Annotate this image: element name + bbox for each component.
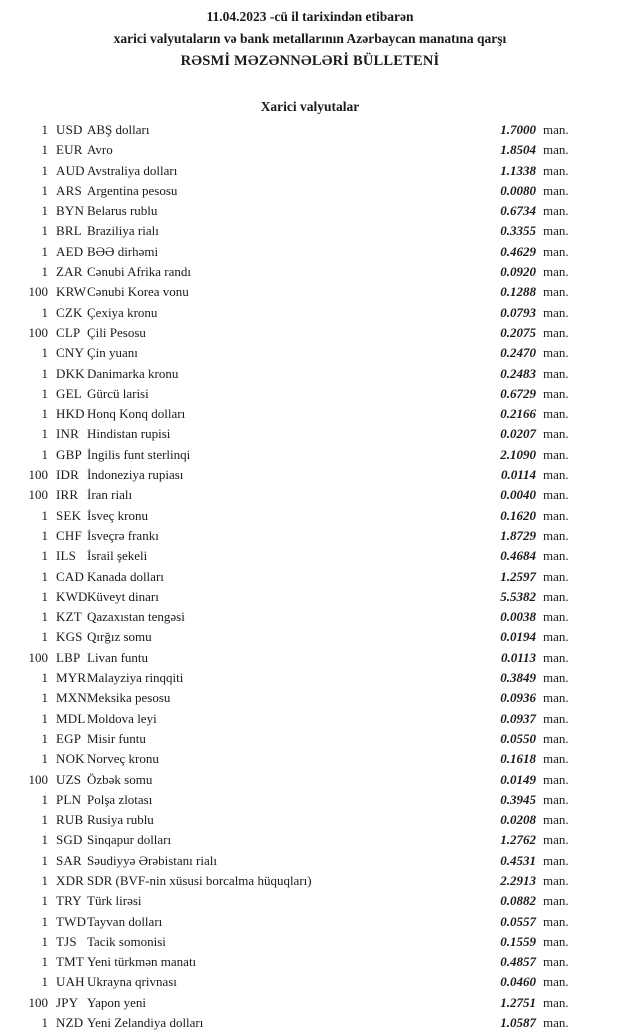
row-rate: 0.0936 [500, 690, 536, 706]
row-currency-name: İsrail şekeli [87, 548, 148, 564]
row-quantity: 1 [41, 913, 48, 929]
rate-row [0, 688, 620, 708]
row-quantity: 1 [41, 365, 48, 381]
row-unit: man. [543, 426, 569, 442]
row-rate: 1.1338 [500, 162, 536, 178]
row-currency-code: TJS [56, 933, 77, 949]
row-quantity: 100 [28, 994, 48, 1010]
row-currency-code: CHF [56, 527, 82, 543]
row-currency-code: MYR [56, 670, 87, 686]
row-quantity: 1 [41, 223, 48, 239]
row-rate: 2.1090 [500, 446, 536, 462]
row-currency-code: KZT [56, 609, 82, 625]
row-rate: 0.0038 [500, 609, 536, 625]
rate-row [0, 587, 620, 607]
rate-row [0, 506, 620, 526]
row-unit: man. [543, 142, 569, 158]
row-rate: 0.2075 [500, 324, 536, 340]
row-rate: 0.4857 [500, 954, 536, 970]
row-currency-name: Çin yuanı [87, 345, 138, 361]
rate-row [0, 871, 620, 891]
row-currency-name: Danimarka kronu [87, 365, 179, 381]
rate-row [0, 709, 620, 729]
row-rate: 0.4684 [500, 548, 536, 564]
row-quantity: 100 [28, 284, 48, 300]
rate-row [0, 790, 620, 810]
row-quantity: 1 [41, 690, 48, 706]
row-quantity: 1 [41, 670, 48, 686]
rate-row [0, 181, 620, 201]
row-currency-code: UZS [56, 771, 82, 787]
row-quantity: 1 [41, 954, 48, 970]
row-currency-name: Cənubi Korea vonu [87, 284, 189, 300]
row-quantity: 100 [28, 487, 48, 503]
rate-row [0, 648, 620, 668]
row-currency-name: Honq Konq dolları [87, 406, 186, 422]
row-rate: 0.0937 [500, 710, 536, 726]
row-unit: man. [543, 852, 569, 868]
row-unit: man. [543, 670, 569, 686]
row-currency-name: Yeni türkmən manatı [87, 954, 197, 970]
row-unit: man. [543, 730, 569, 746]
row-currency-code: EUR [56, 142, 83, 158]
row-quantity: 1 [41, 812, 48, 828]
row-quantity: 1 [41, 182, 48, 198]
row-currency-code: ZAR [56, 264, 83, 280]
row-unit: man. [543, 812, 569, 828]
row-quantity: 1 [41, 264, 48, 280]
row-currency-name: İndoneziya rupiası [87, 467, 184, 483]
row-rate: 0.0040 [500, 487, 536, 503]
row-unit: man. [543, 649, 569, 665]
row-currency-name: Ukrayna qrivnası [87, 974, 177, 990]
row-currency-code: TRY [56, 893, 82, 909]
row-currency-code: JPY [56, 994, 79, 1010]
rate-row [0, 972, 620, 992]
row-unit: man. [543, 609, 569, 625]
row-quantity: 1 [41, 142, 48, 158]
row-currency-name: Cənubi Afrika randı [87, 264, 191, 280]
row-currency-name: Avstraliya dolları [87, 162, 178, 178]
rate-row [0, 546, 620, 566]
row-unit: man. [543, 588, 569, 604]
row-currency-name: Tacik somonisi [87, 933, 166, 949]
rate-row [0, 912, 620, 932]
rate-row [0, 282, 620, 302]
row-currency-name: Səudiyyə Ərəbistanı rialı [87, 852, 217, 868]
row-rate: 0.0557 [500, 913, 536, 929]
row-currency-name: İran rialı [87, 487, 133, 503]
row-currency-name: SDR (BVF-nin xüsusi borcalma hüquqları) [87, 872, 312, 888]
row-currency-code: KWD [56, 588, 88, 604]
row-rate: 1.2597 [500, 568, 536, 584]
row-unit: man. [543, 1015, 569, 1031]
row-unit: man. [543, 385, 569, 401]
rate-row [0, 404, 620, 424]
row-quantity: 1 [41, 588, 48, 604]
row-currency-name: Özbək somu [87, 771, 153, 787]
row-unit: man. [543, 933, 569, 949]
row-unit: man. [543, 629, 569, 645]
row-unit: man. [543, 751, 569, 767]
row-rate: 1.8504 [500, 142, 536, 158]
rate-row [0, 729, 620, 749]
row-currency-code: BRL [56, 223, 82, 239]
rate-row [0, 932, 620, 952]
row-rate: 0.0882 [500, 893, 536, 909]
row-quantity: 1 [41, 852, 48, 868]
row-quantity: 1 [41, 385, 48, 401]
row-rate: 0.1559 [500, 933, 536, 949]
row-currency-code: XDR [56, 872, 85, 888]
row-rate: 0.3945 [500, 791, 536, 807]
rate-row [0, 891, 620, 911]
row-currency-name: ABŞ dolları [87, 122, 150, 137]
row-quantity: 1 [41, 832, 48, 848]
row-currency-name: Gürcü larisi [87, 385, 149, 401]
row-currency-name: Rusiya rublu [87, 812, 154, 828]
row-quantity: 1 [41, 872, 48, 888]
row-quantity: 100 [28, 649, 48, 665]
rate-row [0, 1013, 620, 1033]
row-unit: man. [543, 203, 569, 219]
row-quantity: 100 [28, 771, 48, 787]
row-unit: man. [543, 994, 569, 1010]
row-unit: man. [543, 467, 569, 483]
row-currency-code: KGS [56, 629, 83, 645]
row-currency-name: Livan funtu [87, 649, 149, 665]
row-currency-code: GEL [56, 385, 82, 401]
row-unit: man. [543, 446, 569, 462]
row-unit: man. [543, 771, 569, 787]
row-currency-name: Qazaxıstan tengəsi [87, 609, 185, 625]
rate-row [0, 627, 620, 647]
row-rate: 0.0114 [500, 467, 536, 483]
row-rate: 0.0207 [500, 426, 536, 442]
row-rate: 0.2483 [500, 365, 536, 381]
row-currency-code: CZK [56, 304, 83, 320]
row-quantity: 1 [41, 304, 48, 320]
row-currency-name: Kanada dolları [87, 568, 164, 584]
bulletin-date-line: 11.04.2023 -cü il tarixindən etibarən [206, 9, 414, 24]
row-rate: 0.6729 [500, 385, 536, 401]
row-rate: 0.0460 [500, 974, 536, 990]
rate-row [0, 567, 620, 587]
rate-row [0, 526, 620, 546]
row-currency-code: CAD [56, 568, 85, 584]
row-currency-code: SEK [56, 507, 82, 523]
row-unit: man. [543, 954, 569, 970]
row-rate: 0.0149 [500, 771, 536, 787]
row-quantity: 1 [41, 568, 48, 584]
rate-row [0, 485, 620, 505]
row-unit: man. [543, 406, 569, 422]
row-rate: 1.8729 [500, 527, 536, 543]
row-currency-name: BƏƏ dirhəmi [87, 243, 159, 259]
row-rate: 0.0920 [500, 264, 536, 280]
row-rate: 0.2470 [500, 345, 536, 361]
row-currency-name: Hindistan rupisi [87, 426, 171, 442]
rate-row [0, 851, 620, 871]
row-currency-code: GBP [56, 446, 82, 462]
row-currency-name: Sinqapur dolları [87, 832, 172, 848]
row-rate: 0.0080 [500, 182, 536, 198]
row-unit: man. [543, 791, 569, 807]
bulletin-subtitle: xarici valyutaların və bank metallarının Azərbaycan manatına qarşı [113, 31, 507, 46]
row-currency-name: Çili Pesosu [87, 324, 146, 340]
row-quantity: 1 [41, 548, 48, 564]
row-unit: man. [543, 365, 569, 381]
row-currency-name: Çexiya kronu [87, 304, 158, 320]
row-currency-code: HKD [56, 406, 85, 422]
row-currency-code: KRW [56, 284, 87, 300]
rate-row [0, 343, 620, 363]
row-currency-code: NOK [56, 751, 85, 767]
row-rate: 0.1288 [500, 284, 536, 300]
row-currency-name: Küveyt dinarı [87, 588, 159, 604]
row-unit: man. [543, 324, 569, 340]
row-currency-code: TWD [56, 913, 87, 929]
row-currency-name: Argentina pesosu [87, 182, 178, 198]
row-quantity: 1 [41, 203, 48, 219]
rate-row [0, 770, 620, 790]
row-unit: man. [543, 974, 569, 990]
row-rate: 0.6734 [500, 203, 536, 219]
rate-row [0, 810, 620, 830]
row-currency-name: İsveç kronu [87, 507, 149, 523]
rate-row [0, 384, 620, 404]
row-currency-code: NZD [56, 1015, 84, 1031]
row-currency-name: Yeni Zelandiya dolları [87, 1015, 204, 1031]
row-unit: man. [543, 122, 569, 137]
row-currency-name: Moldova leyi [87, 710, 157, 726]
row-unit: man. [543, 893, 569, 909]
row-rate: 0.0194 [500, 629, 536, 645]
row-currency-name: Meksika pesosu [87, 690, 171, 706]
row-quantity: 1 [41, 162, 48, 178]
row-rate: 0.0550 [500, 730, 536, 746]
row-quantity: 1 [41, 122, 48, 137]
row-rate: 0.0113 [500, 649, 536, 665]
row-quantity: 1 [41, 609, 48, 625]
rate-row [0, 242, 620, 262]
row-quantity: 1 [41, 791, 48, 807]
row-currency-name: Avro [87, 142, 113, 158]
row-currency-name: Malayziya rinqqiti [87, 670, 184, 686]
rate-row [0, 161, 620, 181]
row-quantity: 1 [41, 1015, 48, 1031]
row-rate: 1.7000 [500, 122, 536, 137]
row-quantity: 1 [41, 730, 48, 746]
row-unit: man. [543, 304, 569, 320]
row-rate: 0.0208 [500, 812, 536, 828]
row-currency-name: Belarus rublu [87, 203, 158, 219]
row-currency-name: Tayvan dolları [87, 913, 163, 929]
row-currency-code: SGD [56, 832, 83, 848]
row-unit: man. [543, 284, 569, 300]
row-quantity: 100 [28, 324, 48, 340]
row-quantity: 1 [41, 710, 48, 726]
row-currency-code: AUD [56, 162, 85, 178]
row-rate: 0.4629 [500, 243, 536, 259]
row-rate: 0.4531 [500, 852, 536, 868]
row-currency-code: DKK [56, 365, 85, 381]
rate-row [0, 830, 620, 850]
rate-row [0, 201, 620, 221]
rate-row [0, 445, 620, 465]
rate-row [0, 465, 620, 485]
row-unit: man. [543, 223, 569, 239]
row-unit: man. [543, 527, 569, 543]
rate-row [0, 303, 620, 323]
rate-row [0, 952, 620, 972]
bulletin-title: RƏSMİ MƏZƏNNƏLƏRİ BÜLLETENİ [180, 53, 440, 69]
row-quantity: 1 [41, 974, 48, 990]
row-rate: 2.2913 [500, 872, 536, 888]
row-currency-name: İngilis funt sterlinqi [87, 446, 191, 462]
row-rate: 1.2751 [500, 994, 536, 1010]
row-unit: man. [543, 345, 569, 361]
row-currency-code: MDL [56, 710, 86, 726]
row-unit: man. [543, 487, 569, 503]
row-currency-code: RUB [56, 812, 84, 828]
row-unit: man. [543, 690, 569, 706]
row-currency-code: MXN [56, 690, 87, 706]
row-rate: 0.3355 [500, 223, 536, 239]
bulletin-header [0, 0, 620, 73]
row-quantity: 1 [41, 507, 48, 523]
row-quantity: 1 [41, 406, 48, 422]
row-unit: man. [543, 507, 569, 523]
row-currency-name: Qırğız somu [87, 629, 152, 645]
row-currency-code: INR [56, 426, 79, 442]
row-currency-name: Polşa zlotası [87, 791, 153, 807]
row-quantity: 100 [28, 467, 48, 483]
row-currency-code: BYN [56, 203, 85, 219]
row-currency-code: USD [56, 122, 83, 137]
rate-row [0, 262, 620, 282]
row-currency-code: EGP [56, 730, 82, 746]
row-rate: 5.5382 [500, 588, 536, 604]
row-quantity: 1 [41, 527, 48, 543]
rate-row [0, 221, 620, 241]
row-unit: man. [543, 548, 569, 564]
row-currency-code: SAR [56, 852, 82, 868]
row-quantity: 1 [41, 426, 48, 442]
rate-row [0, 607, 620, 627]
section-title: Xarici valyutalar [260, 99, 360, 114]
rates-table [0, 120, 620, 1033]
rate-row [0, 749, 620, 769]
row-currency-code: ARS [56, 182, 82, 198]
row-unit: man. [543, 162, 569, 178]
row-currency-code: ILS [56, 548, 77, 564]
row-quantity: 1 [41, 629, 48, 645]
row-rate: 0.1618 [500, 751, 536, 767]
row-currency-code: IDR [56, 467, 79, 483]
row-quantity: 1 [41, 751, 48, 767]
row-currency-code: AED [56, 243, 84, 259]
row-currency-code: PLN [56, 791, 82, 807]
rate-row [0, 140, 620, 160]
row-currency-name: Yapon yeni [87, 994, 146, 1010]
row-currency-code: UAH [56, 974, 85, 990]
row-unit: man. [543, 832, 569, 848]
row-unit: man. [543, 182, 569, 198]
row-unit: man. [543, 913, 569, 929]
row-rate: 1.2762 [500, 832, 536, 848]
rate-row [0, 120, 620, 140]
row-quantity: 1 [41, 893, 48, 909]
rate-row [0, 323, 620, 343]
row-currency-name: Türk lirəsi [87, 893, 142, 909]
row-currency-name: Misir funtu [87, 730, 146, 746]
row-rate: 0.3849 [500, 670, 536, 686]
row-currency-code: IRR [56, 487, 79, 503]
row-currency-code: LBP [56, 649, 81, 665]
row-quantity: 1 [41, 446, 48, 462]
row-rate: 1.0587 [500, 1015, 536, 1031]
row-unit: man. [543, 243, 569, 259]
rate-row [0, 668, 620, 688]
row-unit: man. [543, 568, 569, 584]
row-quantity: 1 [41, 933, 48, 949]
row-unit: man. [543, 264, 569, 280]
row-currency-code: TMT [56, 954, 85, 970]
row-quantity: 1 [41, 345, 48, 361]
row-currency-code: CNY [56, 345, 85, 361]
rate-row [0, 364, 620, 384]
row-unit: man. [543, 710, 569, 726]
row-rate: 0.1620 [500, 507, 536, 523]
row-currency-name: Norveç kronu [87, 751, 159, 767]
rate-row [0, 424, 620, 444]
row-currency-name: İsveçrə frankı [87, 527, 159, 543]
rate-row [0, 993, 620, 1013]
row-quantity: 1 [41, 243, 48, 259]
row-rate: 0.0793 [500, 304, 536, 320]
row-rate: 0.2166 [500, 406, 536, 422]
row-currency-name: Braziliya rialı [87, 223, 159, 239]
row-currency-code: CLP [56, 324, 81, 340]
row-unit: man. [543, 872, 569, 888]
